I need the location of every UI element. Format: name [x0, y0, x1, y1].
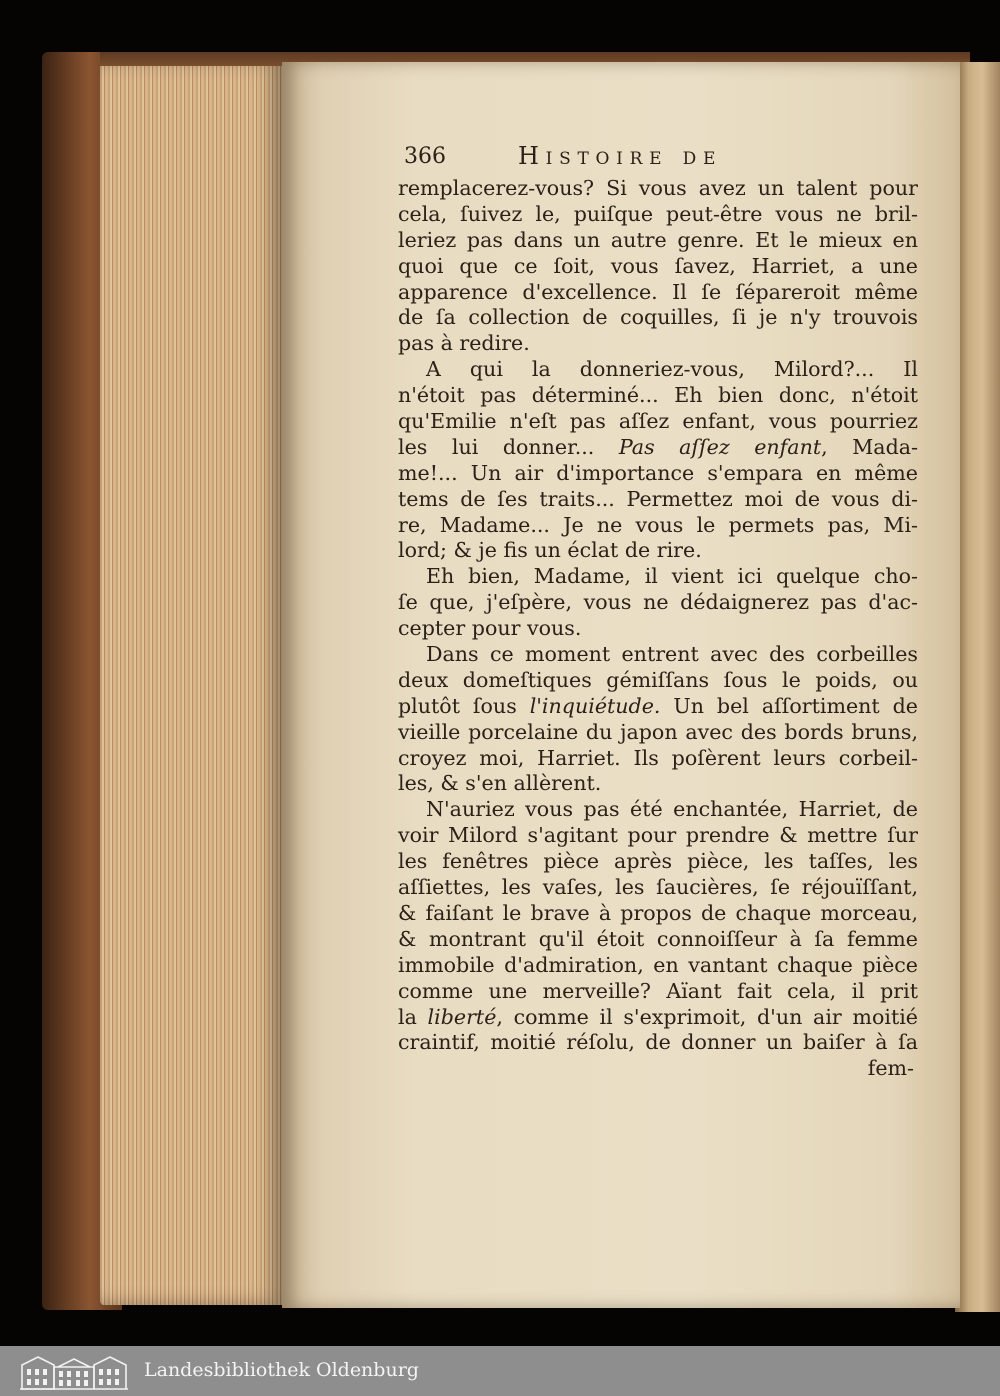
- line-text: la: [398, 1004, 428, 1029]
- line-text: immobile d'admiration, en vantant chaque pièce: [398, 952, 918, 977]
- text-line: [398, 564, 918, 590]
- text-line: [398, 409, 918, 435]
- page-number: 366: [404, 144, 446, 169]
- line-text: re, Madame... Je ne vous le permets pas, Mi-: [398, 512, 918, 537]
- line-italic-text: Pas aſſez enfant: [618, 434, 822, 459]
- line-text: les fenêtres pièce après pièce, les taſſes, les: [398, 849, 918, 874]
- line-text: comme une merveille? Aïant fait cela, il prit: [398, 978, 918, 1003]
- line-text: n'étoit pas déterminé... Eh bien donc, n'étoit: [398, 383, 918, 408]
- line-text: aſſiettes, les vaſes, les ſaucières, ſe réjouïſſant,: [398, 875, 918, 900]
- line-text-after: Un bel aſſortiment de: [660, 693, 918, 718]
- text-line: [398, 280, 918, 306]
- line-text: qu'Emilie n'eſt pas aſſez enfant, vous pourriez: [398, 409, 918, 434]
- text-line: [398, 668, 918, 694]
- line-text: apparence d'excellence. Il ſe ſépareroit même: [398, 279, 918, 304]
- text-lines: [398, 176, 918, 1082]
- footer-bar: [0, 1346, 1000, 1396]
- text-line: [398, 1005, 918, 1031]
- text-line: [398, 202, 918, 228]
- line-text: les lui donner...: [398, 434, 619, 459]
- text-line: [398, 383, 918, 409]
- line-text: tems de ſes traits... Permettez moi de vous di-: [398, 486, 918, 511]
- text-line: [398, 720, 918, 746]
- text-line: [398, 590, 918, 616]
- text-line: [398, 771, 918, 797]
- line-text: pas à redire.: [398, 331, 530, 356]
- running-head-title: Histoire de: [518, 142, 723, 170]
- text-line: [398, 953, 918, 979]
- line-text: me!... Un air d'importance s'empara en même: [398, 460, 918, 485]
- line-text: ſe que, j'eſpère, vous ne dédaignerez pas d'ac-: [398, 590, 918, 615]
- line-italic-text: liberté: [427, 1004, 497, 1029]
- text-line: [398, 927, 918, 953]
- line-text: remplacerez-vous? Si vous avez un talent pour: [398, 176, 918, 200]
- facing-page-edge: [955, 62, 1000, 1312]
- text-line: [398, 875, 918, 901]
- line-text: vieille porcelaine du japon avec des bords bruns,: [398, 719, 918, 744]
- line-text-after: , Mada-: [821, 434, 918, 459]
- line-text: A qui la donneriez-vous, Milord?... Il: [426, 357, 918, 382]
- text-line: [398, 979, 918, 1005]
- line-text: de ſa collection de coquilles, ſi je n'y trouvois: [398, 305, 918, 330]
- text-line: [398, 305, 918, 331]
- line-text: fem-: [867, 1056, 914, 1081]
- line-italic-text: l'inquiétude.: [529, 693, 661, 718]
- text-line: [398, 849, 918, 875]
- page-text-block: [398, 140, 918, 1082]
- text-line: [398, 513, 918, 539]
- line-text: croyez moi, Harriet. Ils poſèrent leurs corbeil-: [398, 745, 918, 770]
- line-text: cela, ſuivez le, puiſque peut-être vous ne bril-: [398, 201, 918, 226]
- line-text: & faiſant le brave à propos de chaque morceau,: [398, 900, 918, 925]
- line-text: & montrant qu'il étoit connoiſſeur à ſa femme: [398, 926, 918, 951]
- text-line: [398, 357, 918, 383]
- line-text: les, & s'en allèrent.: [398, 771, 602, 796]
- line-text: deux domeſtiques gémiſſans ſous le poids, ou: [398, 667, 918, 692]
- text-line: [398, 642, 918, 668]
- line-text: Dans ce moment entrent avec des corbeilles: [426, 642, 918, 667]
- text-line: [398, 823, 918, 849]
- line-text: cepter pour vous.: [398, 616, 582, 641]
- running-head: [398, 140, 918, 176]
- text-line: [398, 1056, 918, 1082]
- text-line: [398, 176, 918, 202]
- line-text: voir Milord s'agitant pour prendre & mettre ſur: [398, 823, 918, 848]
- line-text: quoi que ce ſoit, vous ſavez, Harriet, a une: [398, 253, 918, 278]
- library-name: Landesbibliothek Oldenburg: [144, 1359, 419, 1381]
- page-edges: [100, 60, 285, 1305]
- line-text-after: , comme il s'exprimoit, d'un air moitié: [496, 1004, 918, 1029]
- text-line: [398, 254, 918, 280]
- text-line: [398, 487, 918, 513]
- text-line: [398, 746, 918, 772]
- library-building-icon: [18, 1351, 130, 1391]
- line-text: lord; & je fis un éclat de rire.: [398, 538, 702, 563]
- text-line: [398, 694, 918, 720]
- text-line: [398, 797, 918, 823]
- text-line: [398, 331, 918, 357]
- line-text: Eh bien, Madame, il vient ici quelque cho-: [426, 564, 918, 589]
- text-line: [398, 538, 918, 564]
- text-line: [398, 1030, 918, 1056]
- line-text: plutôt ſous: [398, 693, 530, 718]
- line-text: N'auriez vous pas été enchantée, Harriet, de: [426, 797, 918, 822]
- text-line: [398, 228, 918, 254]
- text-line: [398, 901, 918, 927]
- line-text: leriez pas dans un autre genre. Et le mieux en: [398, 227, 918, 252]
- line-text: craintif, moitié réſolu, de donner un baiſer à ſa: [398, 1030, 918, 1055]
- text-line: [398, 616, 918, 642]
- text-line: [398, 435, 918, 461]
- text-line: [398, 461, 918, 487]
